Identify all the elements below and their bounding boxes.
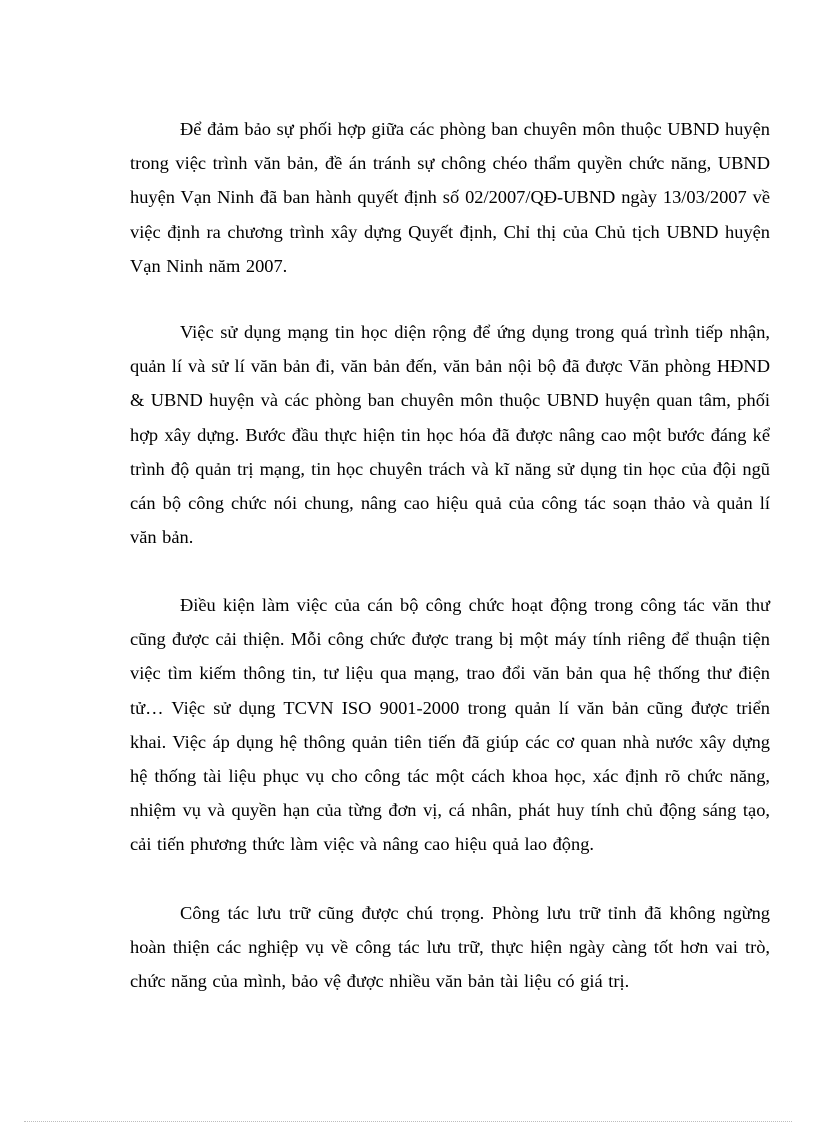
page-bottom-divider (24, 1121, 792, 1122)
paragraph-coordination-decision: Để đảm bảo sự phối hợp giữa các phòng ban chuyên môn thuộc UBND huyện trong việc trình văn bản, đề án tránh sự chông chéo thẩm quyền chức năng, UBND huyện Vạn Ninh đã ban hành quyết định số 02/2007/QĐ-UBND ngày 13/03/2007 về việc định ra chương trình xây dựng Quyết định, Chỉ thị của Chủ tịch UBND huyện Vạn Ninh năm 2007. (130, 119, 770, 276)
paragraph-working-conditions: Điều kiện làm việc của cán bộ công chức hoạt động trong công tác văn thư cũng được cải thiện. Mỗi công chức được trang bị một máy tính riêng để thuận tiện việc tìm kiếm thông tin, tư liệu qua mạng, trao đổi văn bản qua hệ thống thư điện tử… Việc sử dụng TCVN ISO 9001-2000 trong quản lí văn bản cũng được triển khai. Việc áp dụng hệ thông quản tiên tiến đã giúp các cơ quan nhà nước xây dựng hệ thống tài liệu phục vụ cho công tác một cách khoa học, xác định rõ chức năng, nhiệm vụ và quyền hạn của từng đơn vị, cá nhân, phát huy tính chủ động sáng tạo, cải tiến phương thức làm việc và nâng cao hiệu quả lao động. (130, 595, 770, 855)
paragraph-network-informatics: Việc sử dụng mạng tin học diện rộng để ứng dụng trong quá trình tiếp nhận, quản lí và sử lí văn bản đi, văn bản đến, văn bản nội bộ đã được Văn phòng HĐND & UBND huyện và các phòng ban chuyên môn thuộc UBND huyện quan tâm, phối hợp xây dựng. Bước đầu thực hiện tin học hóa đã được nâng cao một bước đáng kể trình độ quản trị mạng, tin học chuyên trách và kĩ năng sử dụng tin học của đội ngũ cán bộ công chức nói chung, nâng cao hiệu quả của công tác soạn thảo và quản lí văn bản. (130, 322, 770, 548)
paragraph-archiving: Công tác lưu trữ cũng được chú trọng. Phòng lưu trữ tỉnh đã không ngừng hoàn thiện các nghiệp vụ về công tác lưu trữ, thực hiện ngày càng tốt hơn vai trò, chức năng của mình, bảo vệ được nhiều văn bản tài liệu có giá trị. (130, 903, 770, 992)
